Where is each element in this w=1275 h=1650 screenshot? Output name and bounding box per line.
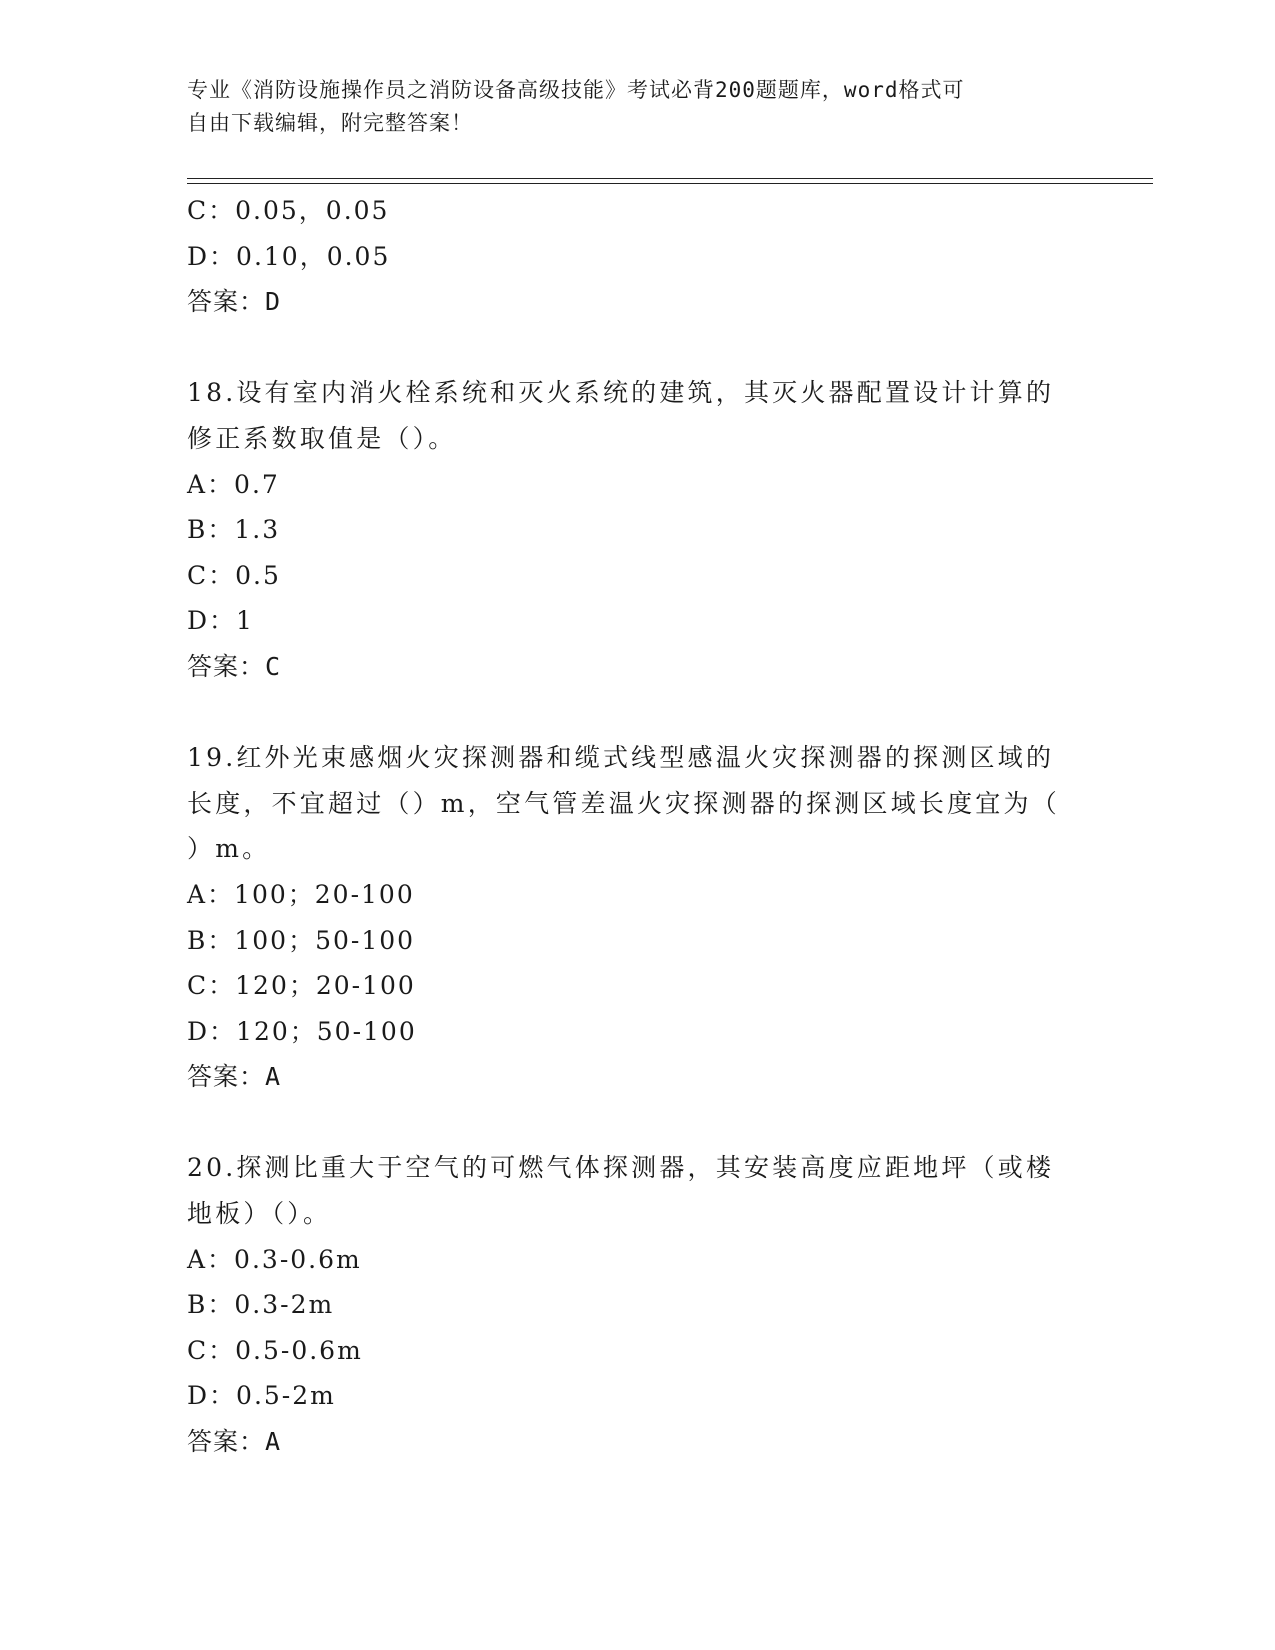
option-d: D：1 <box>187 606 254 636</box>
answer-value: A <box>265 1427 282 1457</box>
answer-line <box>187 279 1087 325</box>
option-b: B：100；50-100 <box>187 925 416 955</box>
question-18 <box>187 370 1087 689</box>
option-c: C：0.05，0.05 <box>187 196 390 225</box>
question-stem-line: 19.红外光束感烟火灾探测器和缆式线型感温火灾探测器的探测区域的 <box>187 743 1055 773</box>
option-c: C：120；20-100 <box>187 971 416 1001</box>
answer-line <box>187 644 1087 690</box>
question-list <box>187 188 1087 1465</box>
question-stem-line: 18.设有室内消火栓系统和灭火系统的建筑，其灭火器配置设计计算的 <box>187 378 1055 408</box>
header-divider-bottom <box>187 183 1153 184</box>
answer-value: D <box>265 287 282 317</box>
answer-label: 答案： <box>187 651 266 681</box>
spacer <box>187 690 1087 736</box>
answer-line <box>187 1419 1087 1465</box>
spacer <box>187 325 1087 371</box>
header-title-line-1: 专业《消防设施操作员之消防设备高级技能》考试必背200题题库，word格式可 <box>187 78 965 102</box>
question-20 <box>187 1145 1087 1464</box>
answer-value: C <box>265 651 282 681</box>
answer-value: A <box>265 1062 282 1092</box>
question-stem-line: ）m。 <box>187 834 271 864</box>
option-c: C：0.5-0.6m <box>187 1335 363 1365</box>
option-b: B：0.3-2m <box>187 1290 335 1320</box>
answer-label: 答案： <box>187 1427 266 1457</box>
header-divider-top <box>187 178 1153 179</box>
question-19 <box>187 735 1087 1100</box>
option-c: C：0.5 <box>187 560 281 590</box>
question-17-continued <box>187 188 1087 325</box>
option-b: B：1.3 <box>187 515 281 545</box>
option-d: D：120；50-100 <box>187 1016 417 1046</box>
answer-label: 答案： <box>187 287 266 317</box>
spacer <box>187 1100 1087 1146</box>
option-d: D：0.10，0.05 <box>187 241 391 271</box>
option-a: A：0.7 <box>187 469 280 499</box>
question-stem-line: 长度，不宜超过（）m，空气管差温火灾探测器的探测区域长度宜为（ <box>187 788 1060 818</box>
question-stem-line: 地板）（）。 <box>187 1199 332 1229</box>
option-a: A：0.3-0.6m <box>187 1244 362 1274</box>
answer-line <box>187 1054 1087 1100</box>
option-d: D：0.5-2m <box>187 1381 336 1411</box>
option-a: A：100；20-100 <box>187 879 415 909</box>
question-stem-line: 20.探测比重大于空气的可燃气体探测器，其安装高度应距地坪（或楼 <box>187 1153 1055 1183</box>
header-title-line-2: 自由下载编辑，附完整答案！ <box>187 111 473 135</box>
page-header <box>187 74 1067 140</box>
question-stem-line: 修正系数取值是（）。 <box>187 423 457 453</box>
answer-label: 答案： <box>187 1062 266 1092</box>
